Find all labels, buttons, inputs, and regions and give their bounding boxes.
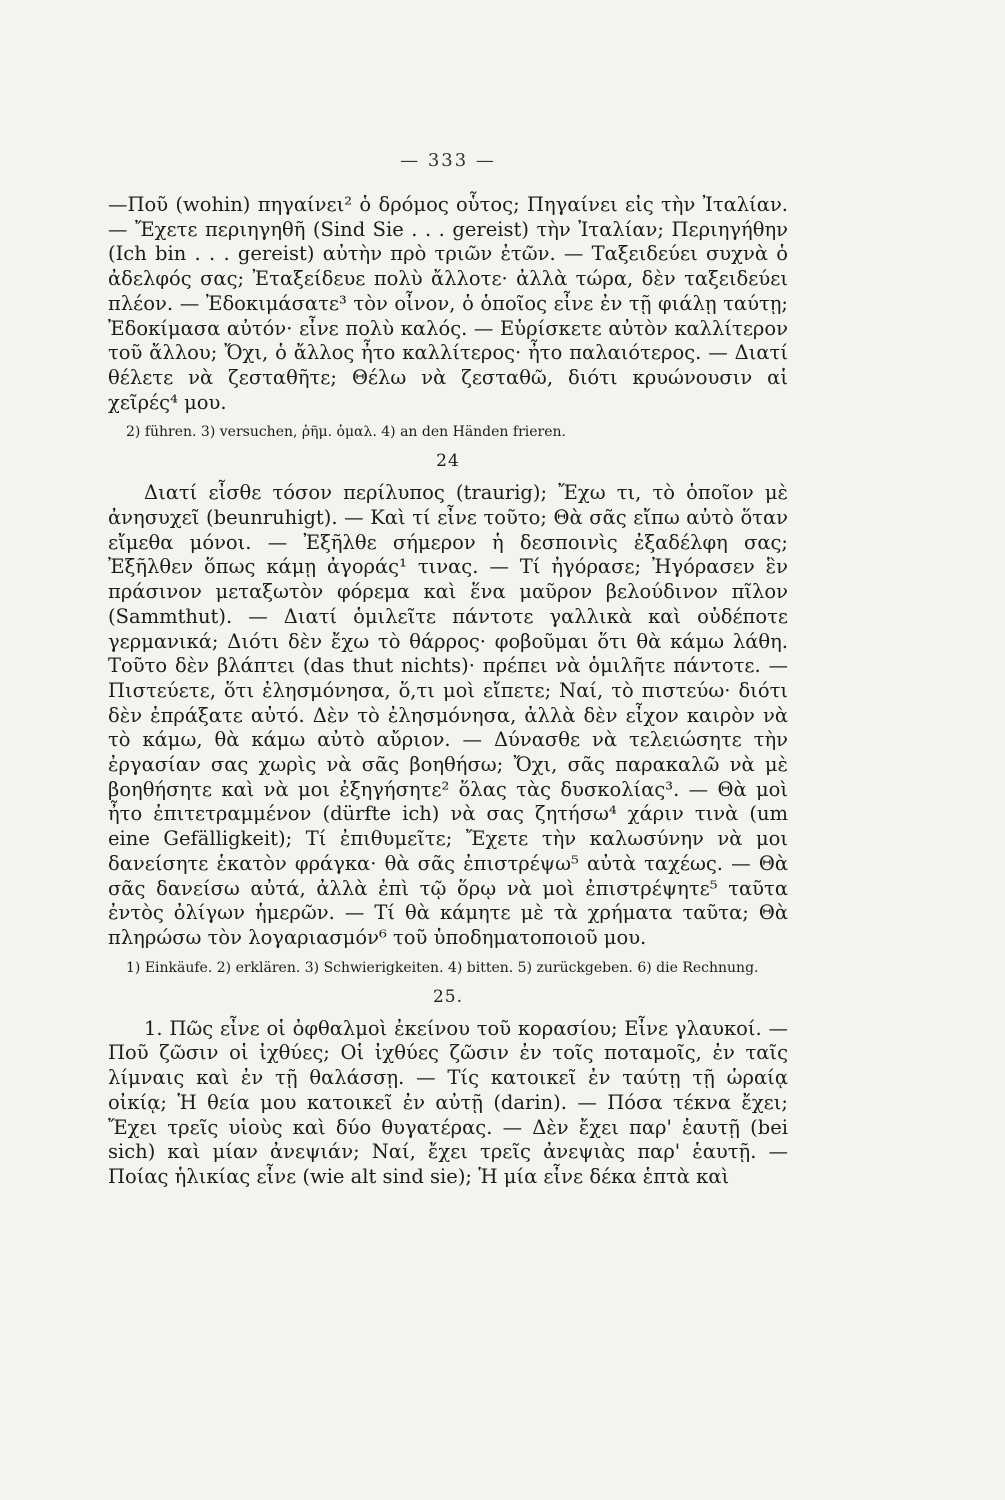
- section-25-number: 25.: [432, 986, 464, 1007]
- exercise-23-text: —Ποῦ (wohin) πηγαίνει² ὁ δρόμος οὗτος; Πηγαίνει εἰς τὴν Ἰταλίαν. — Ἔχετε περιηγηθῆ (Sind Sie . . . gereist) τὴν Ἰταλίαν; Περιηγήθην (Ich bin . . . gereist) αὐτὴν πρὸ τριῶν ἐτῶν. — Ταξειδεύει συχνὰ ὁ ἀδελφός σας; Ἐταξείδευε πολὺ ἄλλοτε· ἀλλὰ τώρα, δὲν ταξειδεύει πλέον. — Ἐδοκιμάσατε³ τὸν οἶνον, ὁ ὁποῖος εἶνε ἐν τῇ φιάλῃ ταύτῃ; Ἐδοκίμασα αὐτόν· εἶνε πολὺ καλός. — Εὑρίσκετε αὐτὸν καλλίτερον τοῦ ἄλλου; Ὄχι, ὁ ἄλλος ἦτο καλλίτερος· ἦτο παλαιότερος. — Διατί θέλετε νὰ ζεσταθῆτε; Θέλω νὰ ζεσταθῶ, διότι κρυώνουσιν αἱ χεῖρές⁴ μου.: [108, 193, 788, 414]
- exercise-25-text: 1. Πῶς εἶνε οἱ ὀφθαλμοὶ ἐκείνου τοῦ κορασίου; Εἶνε γλαυκοί. — Ποῦ ζῶσιν οἱ ἰχθύες; Οἱ ἰχθύες ζῶσιν ἐν τοῖς ποταμοῖς, ἐν ταῖς λίμναις καὶ ἐν τῇ θαλάσσῃ. — Τίς κατοικεῖ ἐν ταύτῃ τῇ ὡραίᾳ οἰκίᾳ; Ἡ θεία μου κατοικεῖ ἐν αὐτῇ (darin). — Πόσα τέκνα ἔχει; Ἔχει τρεῖς υἱοὺς καὶ δύο θυγατέρας. — Δὲν ἔχει παρ' ἑαυτῇ (bei sich) καὶ μίαν ἀνεψιάν; Ναί, ἔχει τρεῖς ἀνεψιὰς παρ' ἑαυτῇ. — Ποίας ἡλικίας εἶνε (wie alt sind sie); Ἡ μία εἶνε δέκα ἑπτὰ καὶ: [108, 1016, 788, 1188]
- exercise-24-text: Διατί εἶσθε τόσον περίλυπος (traurig); Ἔχω τι, τὸ ὁποῖον μὲ ἀνησυχεῖ (beunruhigt). — Καὶ τί εἶνε τοῦτο; Θὰ σᾶς εἴπω αὐτὸ ὅταν εἴμεθα μόνοι. — Ἐξῆλθε σήμερον ἡ δεσποινὶς ἐξαδέλφη σας; Ἐξῆλθεν ὅπως κάμῃ ἀγοράς¹ τινας. — Τί ἠγόρασε; Ἠγόρασεν ἓν πράσινον μεταξωτὸν φόρεμα καὶ ἕνα μαῦρον βελούδινον πῖλον (Sammthut). — Διατί ὁμιλεῖτε πάντοτε γαλλικὰ καὶ οὐδέποτε γερμανικά; Διότι δὲν ἔχω τὸ θάρρος· φοβοῦμαι ὅτι θὰ κάμω λάθη. Τοῦτο δὲν βλάπτει (das thut nichts)· πρέπει νὰ ὁμιλῆτε πάντοτε. — Πιστεύετε, ὅτι ἐλησμόνησα, ὅ,τι μοὶ εἴπετε; Ναί, τὸ πιστεύω· διότι δὲν ἐπράξατε αὐτό. Δὲν τὸ ἐλησμόνησα, ἀλλὰ δὲν εἶχον καιρὸν νὰ τὸ κάμω, θὰ κάμω αὐτὸ αὔριον. — Δύνασθε νὰ τελειώσητε τὴν ἐργασίαν σας χωρὶς νὰ σᾶς βοηθήσω; Ὄχι, σᾶς παρακαλῶ νὰ μὲ βοηθήσητε καὶ νὰ μοι ἐξηγήσητε² ὅλας τὰς δυσκολίας³. — Θὰ μοὶ ἦτο ἐπιτετραμμένον (dürfte ich) νὰ σας ζητήσω⁴ χάριν τινὰ (um eine Gefälligkeit); Τί ἐπιθυμεῖτε; Ἔχετε τὴν καλωσύνην νὰ μοι δανείσητε ἑκατὸν φράγκα· θὰ σᾶς ἐπιστρέψω⁵ αὐτὰ ταχέως. — Θὰ σᾶς δανείσω αὐτά, ἀλλὰ ἐπὶ τῷ ὅρῳ νὰ μοὶ ἐπιστρέψητε⁵ ταῦτα ἐντὸς ὀλίγων ἡμερῶν. — Τί θὰ κάμητε μὲ τὰ χρήματα ταῦτα; Θὰ πληρώσω τὸν λογαριασμόν⁶ τοῦ ὑποδηματοποιοῦ μου.: [108, 481, 788, 949]
- book-page: [108, 150, 788, 1190]
- section-24-number: 24: [436, 451, 460, 472]
- footnotes-24: 1) Einkäufe. 2) erklären. 3) Schwierigkeiten. 4) bitten. 5) zurückgeben. 6) die Rechnung.: [126, 959, 759, 976]
- page-number: — 333 —: [400, 150, 496, 171]
- footnotes-23: 2) führen. 3) versuchen, ῥῆμ. ὁμαλ. 4) an den Händen frieren.: [126, 424, 566, 441]
